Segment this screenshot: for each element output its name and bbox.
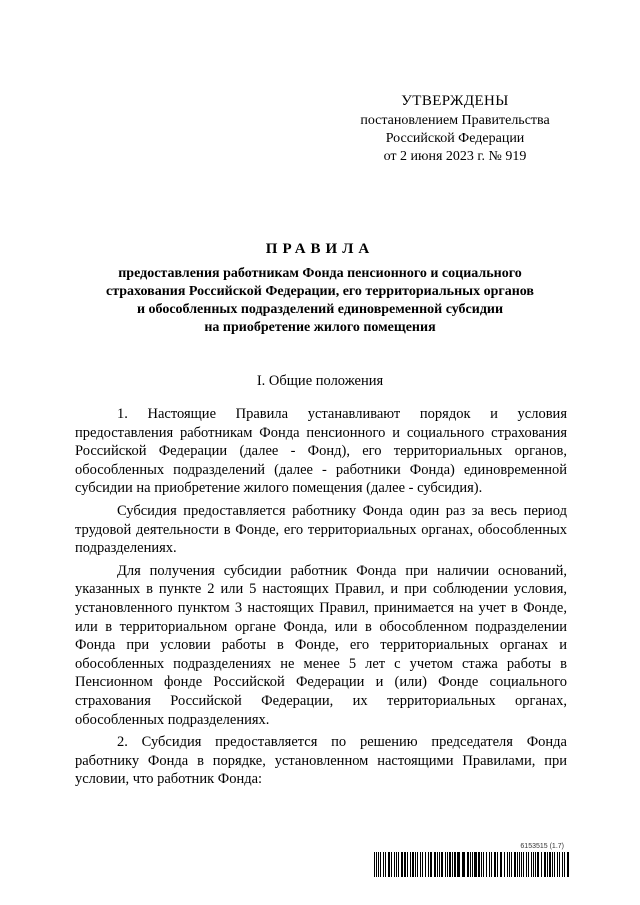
barcode-bar	[415, 852, 416, 877]
barcode-bar	[383, 852, 384, 877]
document-title: ПРАВИЛА	[265, 241, 375, 257]
barcode-bar	[514, 852, 516, 877]
barcode-bar	[445, 852, 446, 877]
approval-block	[340, 92, 570, 166]
barcode-bar	[401, 852, 403, 877]
barcode-bar	[385, 852, 386, 877]
barcode-bar	[412, 852, 414, 877]
barcode-bar	[504, 852, 505, 877]
barcode-bar	[447, 852, 448, 877]
barcode-bar	[422, 852, 423, 877]
approval-line-decree: постановлением Правительства	[360, 113, 550, 128]
barcode-bar	[486, 852, 487, 877]
barcode-bar	[428, 852, 429, 877]
barcode-bar	[388, 852, 390, 877]
subtitle-line: предоставления работникам Фонда пенсионного и социального	[118, 266, 522, 281]
barcode-bar	[417, 852, 418, 877]
barcode-bar	[441, 852, 443, 877]
barcode-bar	[547, 852, 548, 877]
document-footer	[374, 843, 570, 877]
barcode-bar	[439, 852, 440, 877]
approval-line-country: Российской Федерации	[385, 131, 525, 146]
barcode-bar	[407, 852, 408, 877]
barcode-bar	[562, 852, 563, 877]
barcode-bar	[457, 852, 460, 877]
barcode-bar	[528, 852, 529, 877]
barcode-bar	[537, 852, 539, 877]
approval-line-date: от 2 июня 2023 г. № 919	[383, 149, 527, 164]
barcode-bar	[559, 852, 560, 877]
barcode-bar	[394, 852, 395, 877]
barcode-bar	[533, 852, 534, 877]
barcode-bar	[462, 852, 465, 877]
paragraph-2: Субсидия предоставляется работнику Фонда один раз за весь период трудовой деятельности в Фонде, его территориальных органах, обособленных подразделениях.	[75, 502, 567, 557]
barcode-id: 6153515 (1.7)	[520, 843, 564, 850]
barcode-bar	[483, 852, 484, 877]
barcode-bar	[398, 852, 399, 877]
barcode-bar	[404, 852, 406, 877]
barcode-bar	[420, 852, 421, 877]
barcode-bar	[557, 852, 558, 877]
barcode-bar	[544, 852, 546, 877]
barcode-bar	[489, 852, 490, 877]
barcode-bar	[494, 852, 496, 877]
barcode-bar	[491, 852, 492, 877]
barcode-bar	[541, 852, 542, 877]
barcode-bar	[425, 852, 426, 877]
barcode-bar	[472, 852, 473, 877]
document-body	[75, 405, 567, 793]
barcode-bar	[474, 852, 477, 877]
barcode-bar	[519, 852, 520, 877]
barcode-bar	[452, 852, 453, 877]
barcode-bar	[497, 852, 498, 877]
barcode-bar	[449, 852, 451, 877]
approval-title: УТВЕРЖДЕНЫ	[401, 93, 509, 109]
barcode-bar	[526, 852, 527, 877]
barcode-bar	[535, 852, 536, 877]
barcode-bar	[552, 852, 553, 877]
barcode-bar	[500, 852, 502, 877]
barcode-bar	[410, 852, 411, 877]
barcode-bar	[437, 852, 438, 877]
barcode-bar	[511, 852, 512, 877]
barcode-bar	[567, 852, 569, 877]
barcode-bar	[396, 852, 397, 877]
barcode-bar	[467, 852, 469, 877]
barcode-bar	[470, 852, 471, 877]
barcode-bar	[509, 852, 510, 877]
barcode-bar	[549, 852, 551, 877]
barcode-bar	[391, 852, 392, 877]
document-subtitle	[75, 265, 565, 337]
barcode-bar	[531, 852, 532, 877]
paragraph-3: Для получения субсидии работник Фонда при наличии оснований, указанных в пункте 2 или 5 настоящих Правил, и при соблюдении условия, установленного пунктом 3 настоящих Правил, принимается на учет в Фонде, или в территориальном органе Фонда, или в обособленном подразделении Фонда при условии работы в Фонде, его территориальных органах и обособленных подразделениях не менее 5 лет с учетом стажа работы в Пенсионном фонде Российской Федерации и (или) Фонде социального страхования Российской Федерации, их территориальных органах, обособленных подразделениях.	[75, 562, 567, 728]
barcode-bar	[507, 852, 508, 877]
barcode-bar	[434, 852, 436, 877]
barcode-bar	[481, 852, 482, 877]
barcode-bar	[521, 852, 522, 877]
barcode-bar	[380, 852, 381, 877]
barcode-bar	[374, 852, 375, 877]
barcode-bar	[564, 852, 565, 877]
barcode-bar	[554, 852, 555, 877]
paragraph-4: 2. Субсидия предоставляется по решению председателя Фонда работнику Фонда в порядке, установленном настоящими Правилами, при условии, что работник Фонда:	[75, 734, 567, 788]
barcode-bar	[378, 852, 379, 877]
barcode-bar	[430, 852, 432, 877]
barcode-icon	[374, 852, 570, 877]
subtitle-line: на приобретение жилого помещения	[204, 320, 436, 335]
barcode-bar	[523, 852, 524, 877]
barcode-bar	[517, 852, 518, 877]
barcode-bar	[478, 852, 480, 877]
barcode-bar	[376, 852, 377, 877]
barcode-bar	[454, 852, 456, 877]
subtitle-line: страхования Российской Федерации, его территориальных органов	[106, 284, 534, 299]
paragraph-1: 1. Настоящие Правила устанавливают порядок и условия предоставления работникам Фонда пенсионного и социального страхования Российской Федерации (далее - Фонд), его территориальных органов, обособленных подразделений (далее - работники Фонда) единовременной субсидии на приобретение жилого помещения (далее - субсидия).	[75, 406, 567, 497]
subtitle-line: и обособленных подразделений единовременной субсидии	[136, 302, 504, 317]
section-heading: I. Общие положения	[256, 373, 384, 389]
